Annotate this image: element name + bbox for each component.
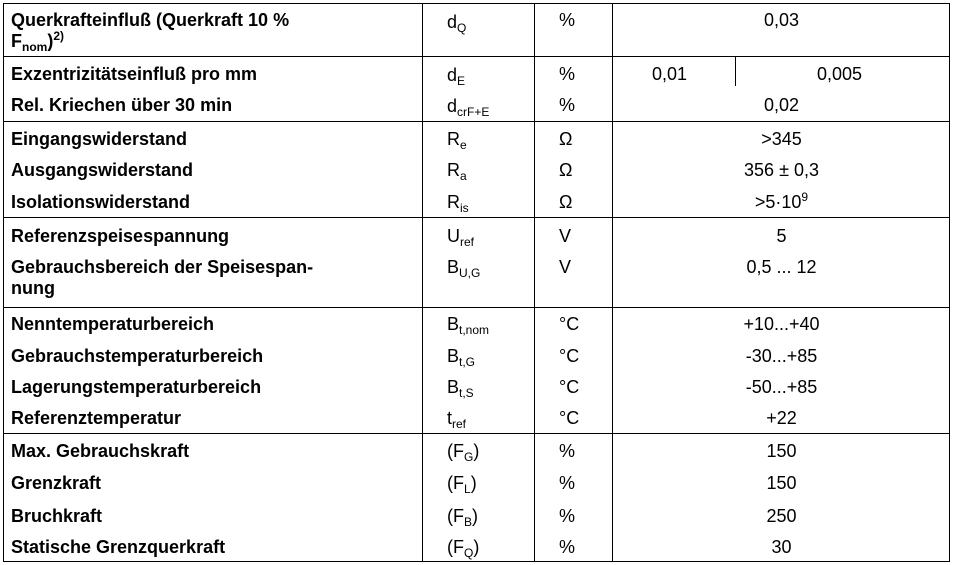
row-value: 0,02 <box>763 95 800 115</box>
row-symbol: $(F_Q)$ <box>447 537 480 560</box>
row-unit: V <box>559 226 572 246</box>
column-divider <box>534 4 535 561</box>
value-split-divider <box>735 57 736 86</box>
group-divider <box>4 56 949 57</box>
row-value: 5 <box>776 226 787 246</box>
row-value: 30 <box>771 537 792 557</box>
row-name: Rel. Kriechen über 30 min <box>11 95 233 115</box>
row-name: Gebrauchstemperaturbereich <box>11 346 264 366</box>
row-symbol: $d_E$ <box>447 65 466 88</box>
row-unit: °C <box>559 377 580 397</box>
row-value-b: 0,005 <box>817 64 863 84</box>
row-unit: % <box>559 64 576 84</box>
row-name: Statische Grenzquerkraft <box>11 537 226 557</box>
row-symbol: $d_Q$ <box>447 12 467 35</box>
row-symbol: $R_a$ <box>447 160 467 183</box>
row-unit: Ω <box>559 160 573 180</box>
row-unit: % <box>559 95 576 115</box>
row-value: 0,03 <box>763 10 800 30</box>
row-symbol: $B_{t,S}$ <box>447 377 474 400</box>
row-unit: °C <box>559 408 580 428</box>
row-unit: % <box>559 537 576 557</box>
row-symbol: $d_{crF+E}$ <box>447 96 490 119</box>
row-symbol: $B_{t,nom}$ <box>447 314 490 337</box>
row-symbol: $U_{ref}$ <box>447 226 475 249</box>
row-name: Lagerungstemperaturbereich <box>11 377 262 397</box>
row-name: Grenzkraft <box>11 473 102 493</box>
row-symbol: $t_{ref}$ <box>447 408 467 431</box>
row-value: >345 <box>761 129 802 149</box>
row-name: Gebrauchsbereich der Speisespan- nung <box>11 257 314 298</box>
row-name: Referenzspeisespannung <box>11 226 230 246</box>
row-name: Max. Gebrauchskraft <box>11 441 190 461</box>
row-symbol: $B_{t,G}$ <box>447 346 476 369</box>
row-unit: Ω <box>559 192 573 212</box>
row-name: Ausgangswiderstand <box>11 160 194 180</box>
row-unit: Ω <box>559 129 573 149</box>
spec-table <box>3 3 950 562</box>
row-unit: % <box>559 10 576 30</box>
row-symbol: $(F_L)$ <box>447 473 477 496</box>
row-value: 356 ± 0,3 <box>744 160 819 180</box>
row-value: 150 <box>766 441 797 461</box>
row-symbol: $(F_G)$ <box>447 441 480 464</box>
row-symbol: $R_e$ <box>447 129 467 152</box>
row-name: Referenztemperatur <box>11 408 182 428</box>
row-name: Exzentrizitätseinfluß pro mm <box>11 64 258 84</box>
row-unit: °C <box>559 346 580 366</box>
row-name: Eingangswiderstand <box>11 129 188 149</box>
row-unit: °C <box>559 314 580 334</box>
row-value-a: 0,01 <box>652 64 688 84</box>
row-name: Isolationswiderstand <box>11 192 191 212</box>
row-symbol: $R_{is}$ <box>447 192 469 215</box>
row-value: 150 <box>766 473 797 493</box>
row-unit: % <box>559 441 576 461</box>
column-divider <box>422 4 423 561</box>
row-value: -30...+85 <box>745 346 818 366</box>
row-symbol: $(F_B)$ <box>447 506 479 529</box>
group-divider <box>4 307 949 308</box>
row-unit: % <box>559 473 576 493</box>
row-value: +22 <box>766 408 797 428</box>
group-divider <box>4 433 949 434</box>
row-name: Nenntemperaturbereich <box>11 314 215 334</box>
row-value: -50...+85 <box>745 377 818 397</box>
group-divider <box>4 217 949 218</box>
row-value: $>5\cdot 10^9$ <box>754 190 809 212</box>
row-unit: V <box>559 257 572 277</box>
row-unit: % <box>559 506 576 526</box>
row-symbol: $B_{U,G}$ <box>447 257 481 280</box>
row-name: Querkrafteinfluß (Querkraft 10 % $F_{nom})^{2)}$ <box>11 10 290 54</box>
row-value: +10...+40 <box>743 314 820 334</box>
row-value: 250 <box>766 506 797 526</box>
row-value: 0,5 ... 12 <box>746 257 817 277</box>
row-name: Bruchkraft <box>11 506 103 526</box>
group-divider <box>4 121 949 122</box>
